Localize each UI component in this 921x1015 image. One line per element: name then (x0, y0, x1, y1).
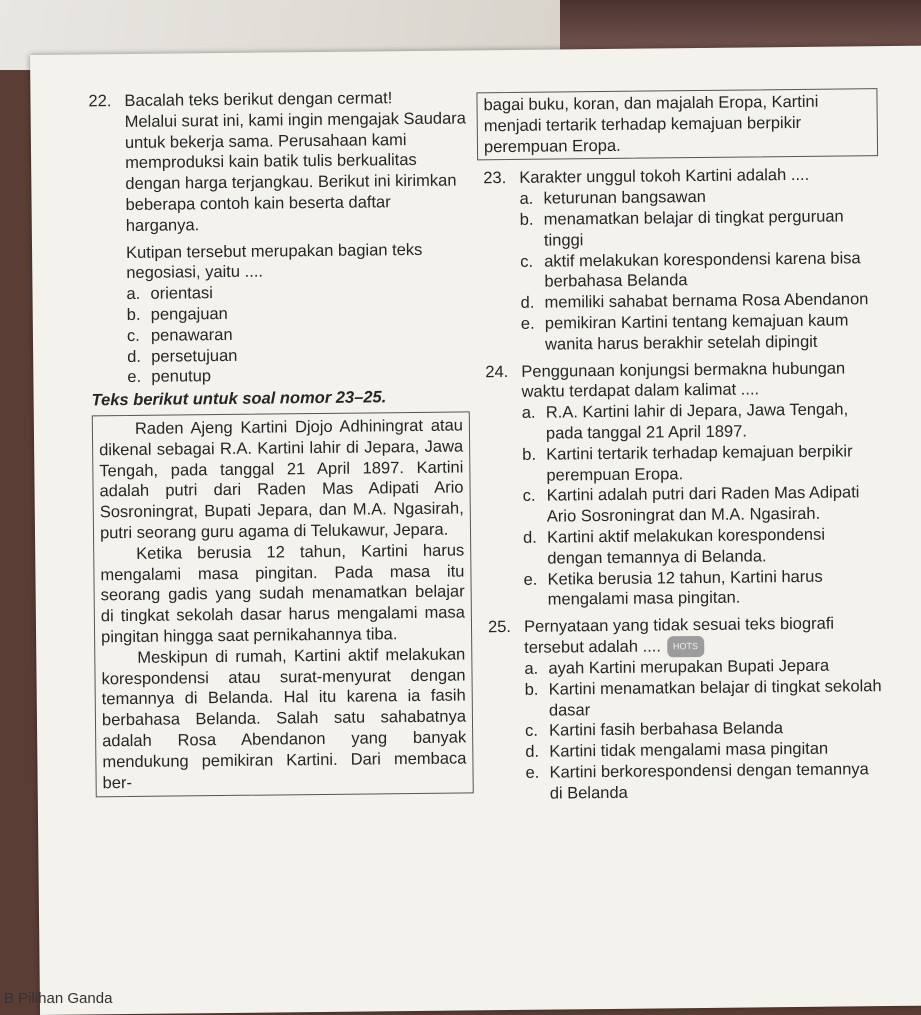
passage-paragraph: Meskipun di rumah, Kartini aktif melakukan korespondensi atau surat-menyurat dengan temannya di Belanda. Hal itu karena ia fasih berbahasa Belanda. Salah satu sahabatnya adalah Rosa Abendanon yang banyak mendukung pemikiran Kartini. Dari membaca ber- (101, 645, 467, 792)
option-a[interactable]: a. R.A. Kartini lahir di Jepara, Jawa Tengah, pada tanggal 21 April 1897. (521, 400, 849, 443)
option-b[interactable]: b. Kartini tertarik terhadap kemajuan berpikir perempuan Eropa. (522, 442, 853, 485)
question-stem: Penggunaan konjungsi bermakna hubungan waktu terdapat dalam kalimat .... (521, 359, 846, 402)
q24-options (486, 399, 883, 611)
option-c[interactable]: c. penawaran (126, 325, 233, 345)
option-a[interactable]: a. keturunan bangsawan (519, 188, 706, 209)
option-a[interactable]: a. orientasi (126, 284, 213, 304)
option-b[interactable]: b. pengajuan (126, 304, 228, 324)
question-stem: Karakter unggul tokoh Kartini adalah .... (519, 166, 810, 188)
option-e[interactable]: e. penutup (127, 367, 212, 387)
option-d[interactable]: d. memiliki sahabat bernama Rosa Abendanon (520, 290, 869, 313)
q22-options (90, 281, 469, 389)
question-25 (488, 613, 883, 659)
passage-paragraph: Raden Ajeng Kartini Djojo Adhiningrat atau dikenal sebagai R.A. Kartini lahir di Jepara, Jawa Tengah, pada tanggal 21 April 1897. Kartini adalah putri dari Raden Mas Adipati Ario Sosroningrat, Bupati Jepara, dan M.A. Ngasirah, putri seorang guru agama di Telukawur, Jepara. (99, 416, 464, 543)
question-stem: Pernyataan yang tidak sesuai teks biografi tersebut adalah .... HOTS (523, 614, 835, 657)
question-number: 23. (483, 169, 507, 188)
q22-prompt: Kutipan tersebut merupakan bagian teks negosiasi, yaitu .... (125, 240, 423, 283)
option-d[interactable]: d. persetujuan (127, 346, 238, 366)
option-c[interactable]: c. Kartini adalah putri dari Raden Mas Adipati Ario Sosroningrat dan M.A. Ngasirah. (522, 483, 860, 526)
passage-heading: Teks berikut untuk soal nomor 23–25. (91, 388, 387, 410)
option-d[interactable]: d. Kartini tidak mengalami masa pingitan (525, 739, 829, 761)
question-stem: Bacalah teks berikut dengan cermat! (124, 89, 393, 111)
option-c[interactable]: c. Kartini fasih berbahasa Belanda (525, 719, 784, 741)
option-a[interactable]: a. ayah Kartini merupakan Bupati Jepara (524, 656, 830, 678)
right-column (482, 88, 884, 805)
question-number: 24. (485, 362, 509, 381)
q23-options (483, 185, 880, 356)
option-e[interactable]: e. Kartini berkorespondensi dengan temannya di Belanda (525, 760, 869, 803)
biography-passage (92, 411, 474, 797)
option-e[interactable]: e. Ketika berusia 12 tahun, Kartini harus mengalami masa pingitan. (523, 567, 823, 609)
hots-stamp: HOTS (667, 636, 704, 657)
section-heading-cutoff: B Pilihan Ganda (4, 990, 113, 1007)
option-c[interactable]: c. aktif melakukan korespondensi karena bisa berbahasa Belanda (520, 248, 861, 292)
worksheet-page (30, 46, 921, 1015)
option-d[interactable]: d. Kartini aktif melakukan korespondensi dengan temannya di Belanda. (522, 525, 826, 568)
passage-continuation: bagai buku, koran, dan majalah Eropa, Kartini menjadi tertarik terhadap kemajuan berpikir perempuan Eropa. (476, 88, 878, 161)
option-b[interactable]: b. menamatkan belajar di tingkat perguruan tinggi (519, 207, 844, 250)
question-24 (485, 358, 880, 404)
question-number: 25. (487, 618, 512, 637)
passage-paragraph: Ketika berusia 12 tahun, Kartini harus mengalami masa pingitan. Pada masa itu seorang gadis yang sudah menamatkan belajar di tingkat sekolah dasar harus mengalami masa pingitan hingga saat pernikahannya tiba. (100, 541, 465, 647)
q25-options (488, 655, 885, 805)
option-b[interactable]: b. Kartini menamatkan belajar di tingkat sekolah dasar (524, 676, 882, 720)
question-number: 22. (88, 92, 112, 111)
q22-excerpt (89, 108, 468, 237)
option-e[interactable]: e. pemikiran Kartini tentang kemajuan kaum wanita harus berakhir setelah dipingit (520, 311, 849, 354)
left-column (88, 87, 473, 797)
q22-excerpt-text: Melalui surat ini, kami ingin mengajak Saudara untuk bekerja sama. Perusahaan kami memproduksi kain batik tulis berkualitas dengan harga terjangkau. Berikut ini kirimkan beberapa contoh kain beserta daftar harganya. (124, 109, 466, 235)
